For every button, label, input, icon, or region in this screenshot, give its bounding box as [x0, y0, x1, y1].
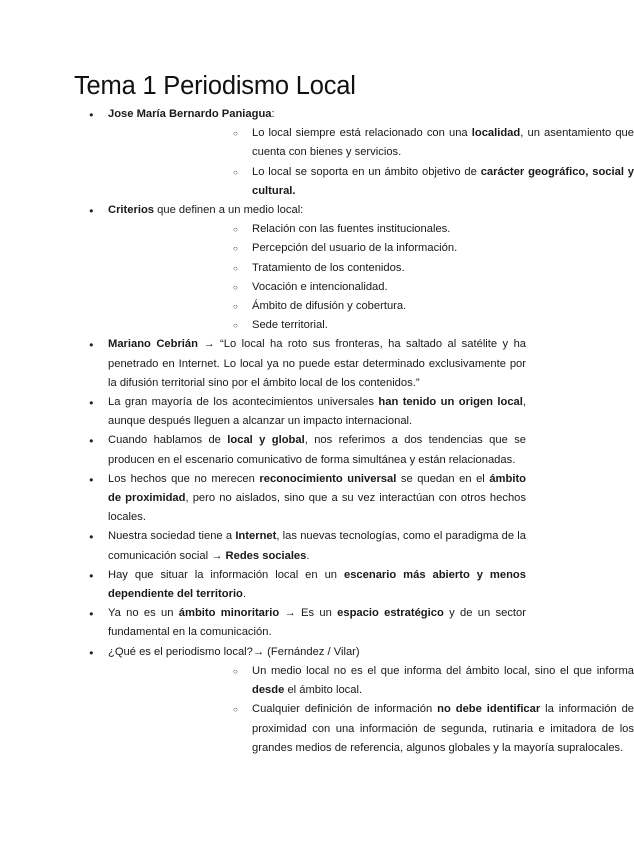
bullet-list: [0, 105, 634, 758]
sub-bullet-ambito-objetivo: ○ Lo local se soporta en un ámbito objetivo de carácter geográfico, social y cultural.: [252, 163, 634, 201]
bullet-local-global: ● Cuando hablamos de local y global, nos referimos a dos tendencias que se producen en el escenario comunicativo de forma simultánea y están relacionadas.: [108, 431, 526, 469]
sub-bullet-criterio: ○ Ámbito de difusión y cobertura.: [252, 297, 634, 316]
sub-bullet-criterio: ○ Percepción del usuario de la información.: [252, 239, 634, 258]
sub-bullet-criterio: ○ Sede territorial.: [252, 316, 634, 335]
sub-bullet-criterio: ○ Tratamiento de los contenidos.: [252, 259, 634, 278]
page-title: Tema 1 Periodismo Local: [74, 72, 356, 100]
bullet-internet: ● Nuestra sociedad tiene a Internet, las nuevas tecnologías, como el paradigma de la comunicación social → Redes sociales.: [108, 527, 526, 565]
sub-bullet-criterio: ○ Relación con las fuentes institucionales.: [252, 220, 634, 239]
sub-bullet-criterio: ○ Vocación e intencionalidad.: [252, 278, 634, 297]
bullet-que-es-periodismo-local: ● ¿Qué es el periodismo local?→ (Fernández / Vilar) ○ Un medio local no es el que informa del ámbito local, sino el que informa desde el ámbito local. ○ Cualquier definición de información no debe identificar la información de proximidad con una información de segunda, rutinaria e imitadora de los grandes medios de referencia, algunos globales y la mayoría supralocales.: [108, 643, 526, 758]
sub-bullet-localidad: ○ Lo local siempre está relacionado con una localidad, un asentamiento que cuenta con bienes y servicios.: [252, 124, 634, 162]
bullet-espacio-estrategico: ● Ya no es un ámbito minoritario → Es un espacio estratégico y de un sector fundamental en la comunicación.: [108, 604, 526, 642]
author-name: Jose María Bernardo Paniagua: [108, 108, 272, 120]
sub-bullet-desde-ambito-local: ○ Un medio local no es el que informa del ámbito local, sino el que informa desde el ámbito local.: [252, 662, 634, 700]
bullet-escenario-abierto: ● Hay que situar la información local en un escenario más abierto y menos dependiente del territorio.: [108, 566, 526, 604]
bullet-ambito-proximidad: ● Los hechos que no merecen reconocimiento universal se quedan en el ámbito de proximidad, pero no aislados, sino que a su vez interactúan con otros hechos locales.: [108, 470, 526, 528]
notes-content: [0, 105, 634, 758]
bullet-criterios: ● Criterios que definen a un medio local: ○ Relación con las fuentes institucionales. ○ Percepción del usuario de la información. ○ Tratamiento de los contenidos. ○ Vocación e intencionalidad. ○ Ámbito de difusión y cobertura. ○ Sede territorial.: [108, 201, 526, 335]
bullet-origen-local: ● La gran mayoría de los acontecimientos universales han tenido un origen local, aunque después lleguen a alcanzar un impacto internacional.: [108, 393, 526, 431]
bullet-bernardo-paniagua: ● Jose María Bernardo Paniagua: ○ Lo local siempre está relacionado con una localidad, un asentamiento que cuenta con bienes y servicios. ○ Lo local se soporta en un ámbito objetivo de carácter geográfico, social y cultural.: [108, 105, 526, 201]
sub-bullet-definicion: ○ Cualquier definición de información no debe identificar la información de proximidad con una información de segunda, rutinaria e imitadora de los grandes medios de referencia, algunos globales y la mayoría supralocales.: [252, 700, 634, 758]
bullet-mariano-cebrian: ● Mariano Cebrián → “Lo local ha roto sus fronteras, ha saltado al satélite y ha penetrado en Internet. Lo local ya no puede estar determinado exclusivamente por la difusión territorial sino por el ámbito local de los contenidos.”: [108, 335, 526, 393]
